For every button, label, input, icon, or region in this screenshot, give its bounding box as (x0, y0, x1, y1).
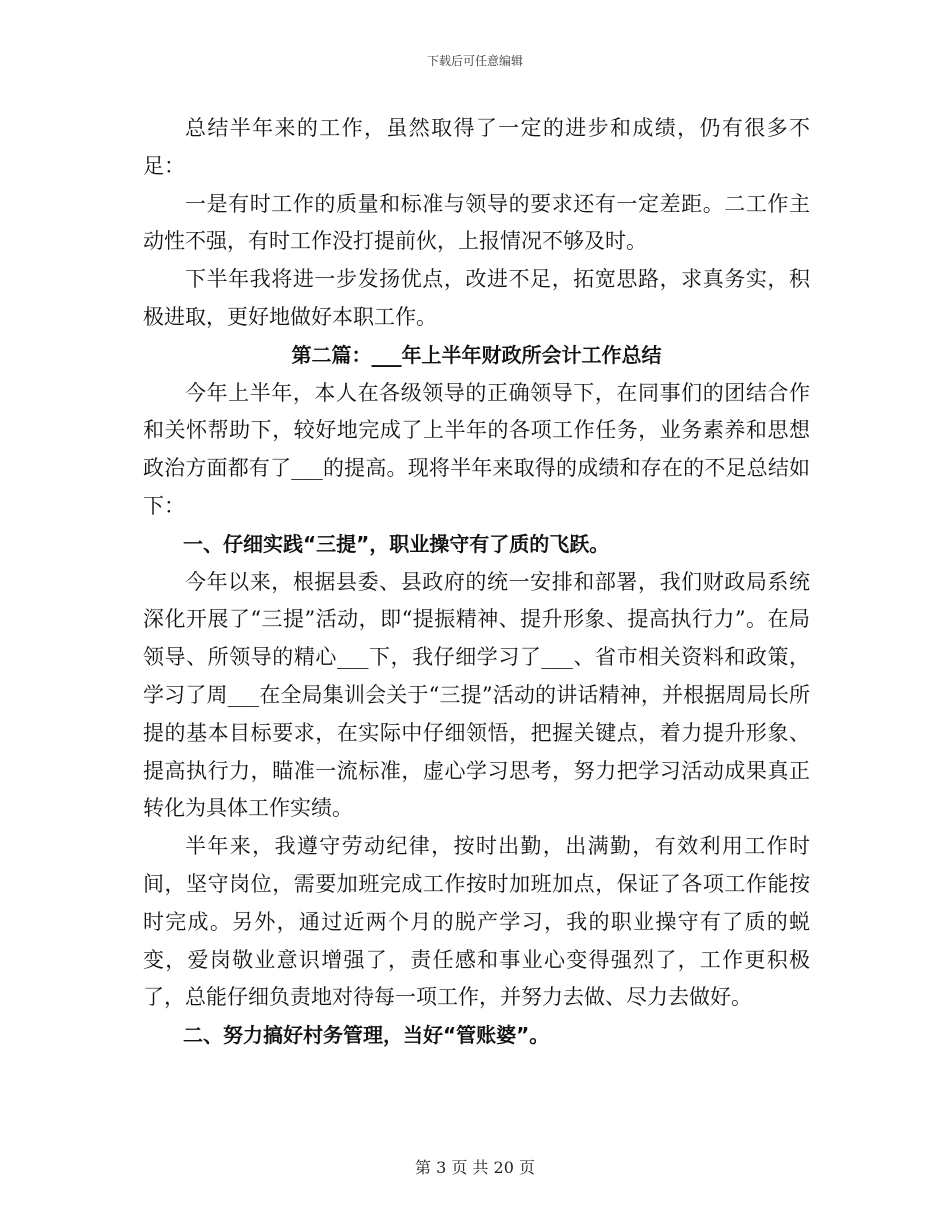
paragraph-5: 今年以来，根据县委、县政府的统一安排和部署，我们财政局系统深化开展了“三提”活动，即“提振精神、提升形象、提高执行力”。在局领导、所领导的精心___下，我仔细学习了___、省市相关资料和政策，学习了周___在全局集训会关于“三提”活动的讲话精神，并根据周局长所提的基本目标要求，在实际中仔细领悟，把握关键点，着力提升形象、提高执行力，瞄准一流标准，虚心学习思考，努力把学习活动成果真正转化为具体工作实绩。 (143, 569, 810, 821)
page-number: 第 3 页 共 20 页 (415, 1158, 535, 1177)
document-body (143, 110, 810, 1055)
paragraph-3: 下半年我将进一步发扬优点，改进不足，拓宽思路，求真务实，积极进取，更好地做好本职工作。 (143, 267, 810, 329)
heading-1: 一、仔细实践“三提”，职业操守有了质的飞跃。 (183, 531, 610, 556)
header-note: 下载后可任意编辑 (426, 54, 523, 68)
paragraph-1: 总结半年来的工作，虽然取得了一定的进步和成绩，仍有很多不足： (143, 116, 810, 178)
paragraph-6: 半年来，我遵守劳动纪律，按时出勤，出满勤，有效利用工作时间，坚守岗位，需要加班完成工作按时加班加点，保证了各项工作能按时完成。另外，通过近两个月的脱产学习，我的职业操守有了质的蜕变，爱岗敬业意识增强了，责任感和事业心变得强烈了，工作更积极了，总能仔细负责地对待每一项工作，并努力去做、尽力去做好。 (143, 834, 810, 1010)
section-title: 第二篇：___年上半年财政所会计工作总结 (291, 342, 662, 367)
heading-2: 二、努力搞好村务管理，当好“管账婆”。 (183, 1023, 550, 1048)
paragraph-2: 一是有时工作的质量和标准与领导的要求还有一定差距。二工作主动性不强，有时工作没打提前伙，上报情况不够及时。 (143, 191, 810, 254)
paragraph-4: 今年上半年，本人在各级领导的正确领导下，在同事们的团结合作和关怀帮助下，较好地完成了上半年的各项工作任务，业务素养和思想政治方面都有了___的提高。现将半年来取得的成绩和存在的不足总结如下： (143, 380, 810, 518)
